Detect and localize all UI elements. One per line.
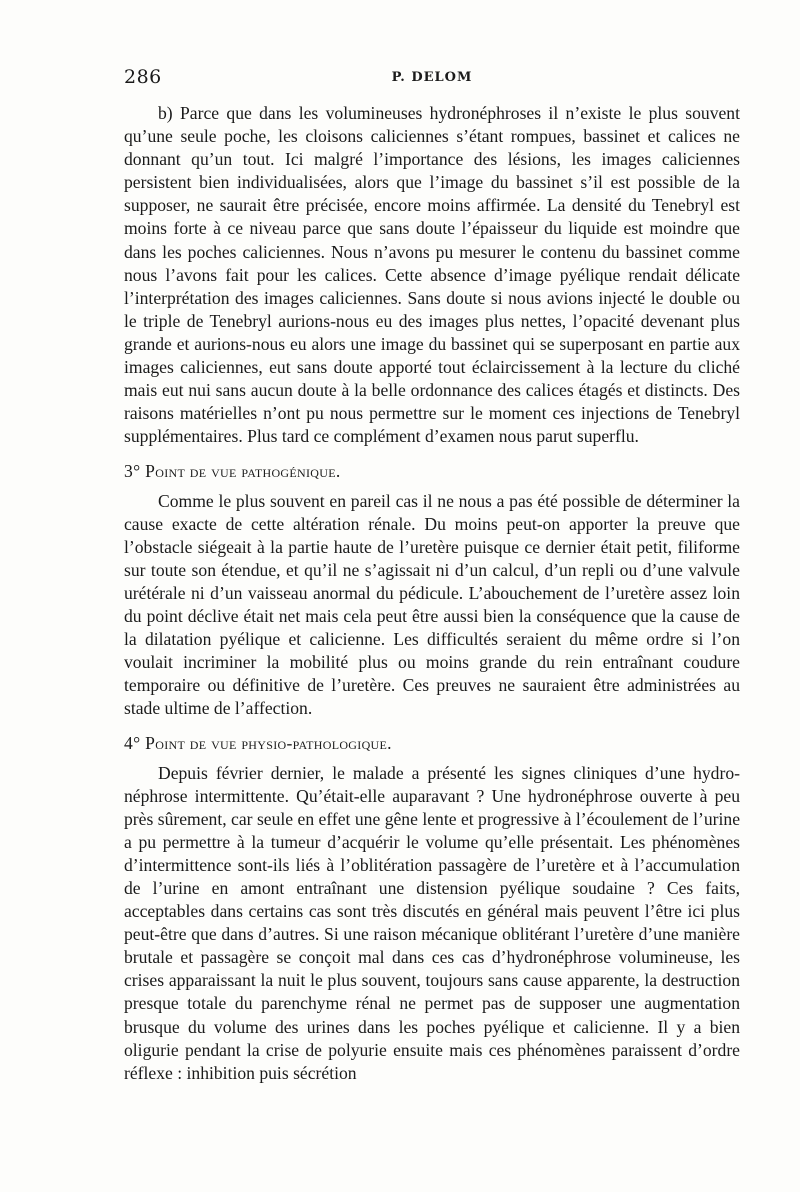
section-heading-pathogenic [124, 460, 740, 483]
section-heading-physio-pathologic [124, 732, 740, 755]
running-head: P. DELOM [391, 70, 473, 85]
body-text [124, 102, 740, 1085]
section-title: Point de vue physio-pathologique. [145, 733, 392, 754]
section-title: Point de vue pathogénique. [145, 461, 341, 482]
paragraph-pathogenic: Comme le plus souvent en pareil cas il ne nous a pas été possible de déterminer la cause exacte de cette altération rénale. Du moins peut-on apporter la preuve que l’obstacle siégeait à la partie haute de l’uretère puisque ce dernier était petit, filiforme sur toute son étendue, et qu’il ne s’agissait ni d’un calcul, d’un repli ou d’une valvule urétérale ni d’un vaisseau anormal du pédicule. L’abouchement de l’uretère assez loin du point déclive était net mais cela peut être aussi bien la conséquence que la cause de la dilatation pyélique et calicienne. Les difficultés seraient du même ordre si l’on voulait incriminer la mobilité plus ou moins grande du rein entraînant coudure temporaire ou définitive de l’uretère. Ces preuves ne sauraient être administrées au stade ultime de l’affection. [124, 490, 740, 719]
page-number: 286 [124, 66, 162, 88]
paragraph-b: b) Parce que dans les volumineuses hydronéphroses il n’existe le plus souvent qu’une seule poche, les cloisons caliciennes s’étant rompues, bassinet et calices ne donnant qu’un tout. Ici malgré l’importance des lésions, les images caliciennes persistent bien individualisées, alors que l’image du bassinet s’il est possible de la supposer, ne saurait être précisée, encore moins affirmée. La densité du Tenebryl est moins forte à ce niveau parce que sans doute l’épaisseur du liquide est moindre que dans les poches caliciennes. Nous n’avons pu mesurer le contenu du bassinet comme nous l’avons fait pour les calices. Cette absence d’image pyélique rendait délicate l’interprétation des images caliciennes. Sans doute si nous avions injecté le double ou le triple de Tenebryl aurions-nous eu des images plus nettes, l’opacité devenant plus grande et aurions-nous eu alors une image du bassinet qui se superposant en partie aux images caliciennes, eut sans doute apporté tout éclaircissement à la lecture du cliché mais eut nui sans aucun doute à la belle ordonnance des calices étagés et distincts. Des raisons matérielles n’ont pu nous permettre sur le moment ces injections de Tenebryl supplémentaires. Plus tard ce complément d’examen nous parut superflu. [124, 103, 740, 447]
paragraph-physio-pathologic: Depuis février dernier, le malade a présenté les signes cliniques d’une hydro-néphrose intermittente. Qu’était-elle auparavant ? Une hydronéphrose ouverte à peu près sûrement, car seule en effet une gêne lente et progressive à l’écoulement de l’urine a pu permettre à la tumeur d’acquérir le volume qu’elle présentait. Les phénomènes d’intermittence sont-ils liés à l’oblitération passagère de l’uretère et à l’accumulation de l’urine en amont entraînant une distension pyélique soudaine ? Ces faits, acceptables dans certains cas sont très discutés en général mais peuvent l’être ici plus peut-être que dans d’autres. Si une raison mécanique oblitérant l’uretère d’une manière brutale et passagère se conçoit mal dans ces cas d’hydronéphrose volumineuse, les crises apparaissant la nuit le plus souvent, toujours sans cause apparente, la destruction presque totale du parenchyme rénal ne permet pas de supposer une augmentation brusque du volume des urines dans les poches pyélique et calicienne. Il y a bien oligurie pendant la crise de polyurie ensuite mais ces phénomènes paraissent d’ordre réflexe : inhibition puis sécrétion [124, 762, 740, 1083]
page-header [124, 66, 740, 90]
section-number: 3° [124, 461, 141, 482]
section-number: 4° [124, 733, 141, 754]
